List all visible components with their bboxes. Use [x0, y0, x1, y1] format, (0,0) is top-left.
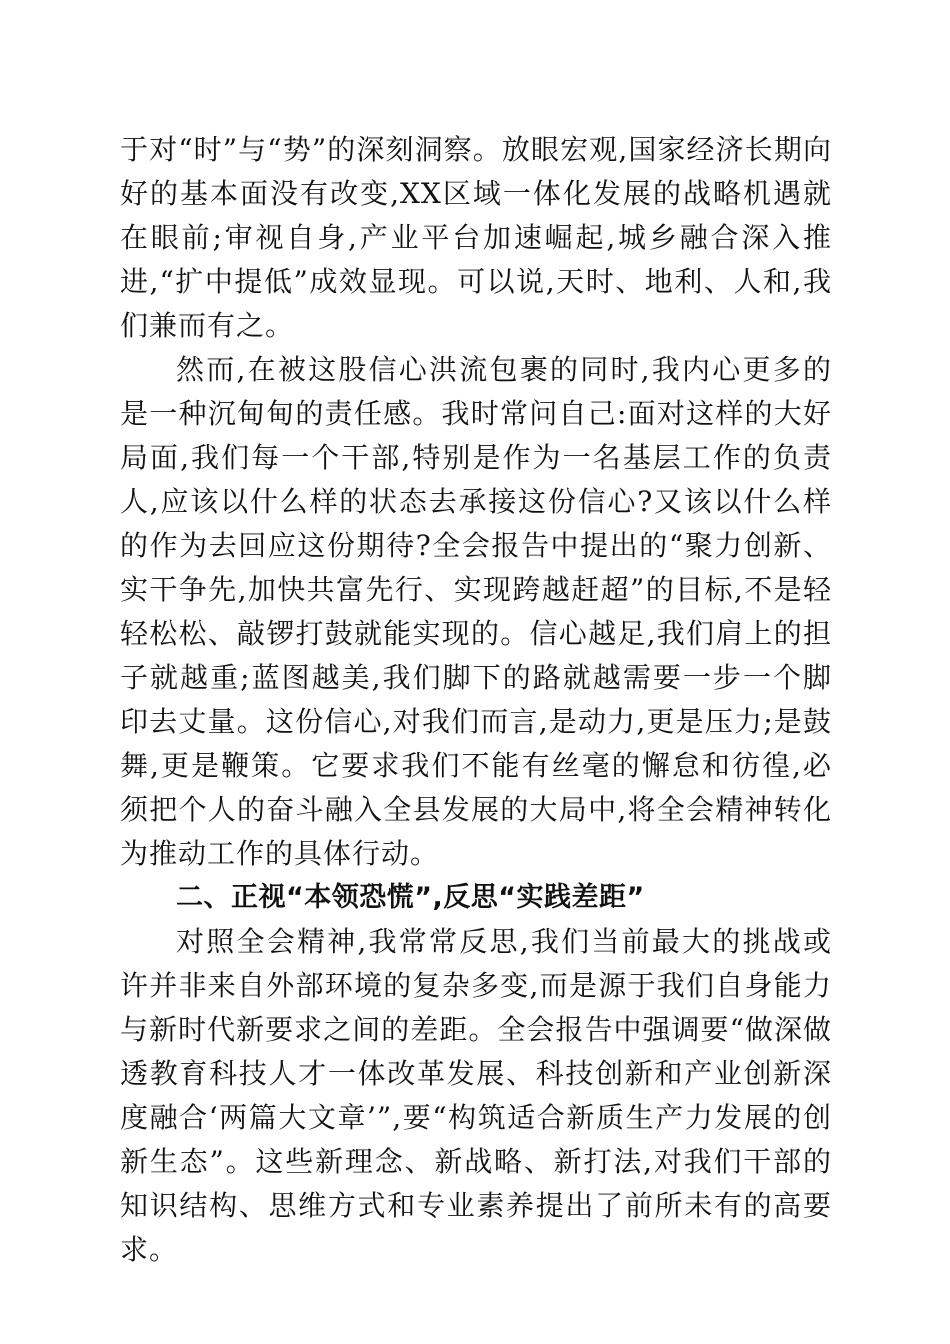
paragraph-continuation: 于对“时”与“势”的深刻洞察。放眼宏观,国家经济长期向好的基本面没有改变,XX区域一体化发展的战略机遇就在眼前;审视自身,产业平台加速崛起,城乡融合深入推进,“扩中提低”成效显现。可以说,天时、地利、人和,我们兼而有之。 [120, 133, 832, 342]
paragraph-reflection: 对照全会精神,我常常反思,我们当前最大的挑战或许并非来自外部环境的复杂多变,而是源于我们自身能力与新时代新要求之间的差距。全会报告中强调要“做深做透教育科技人才一体改革发展、科技创新和产业创新深度融合‘两篇大文章’”,要“构筑适合新质生产力发展的创新生态”。这些新理念、新战略、新打法,对我们干部的知识结构、思维方式和专业素养提出了前所未有的高要求。 [120, 925, 832, 1266]
section-heading-2: 二、正视“本领恐慌”,反思“实践差距” [176, 882, 645, 913]
paragraph-responsibility: 然而,在被这股信心洪流包裹的同时,我内心更多的是一种沉甸甸的责任感。我时常问自己:面对这样的大好局面,我们每一个干部,特别是作为一名基层工作的负责人,应该以什么样的状态去承接这份信心?又该以什么样的作为去回应这份期待?全会报告中提出的“聚力创新、实干争先,加快共富先行、实现跨越赶超”的目标,不是轻轻松松、敲锣打鼓就能实现的。信心越足,我们肩上的担子就越重;蓝图越美,我们脚下的路就越需要一步一个脚印去丈量。这份信心,对我们而言,是动力,更是压力;是鼓舞,更是鞭策。它要求我们不能有丝毫的懈怠和彷徨,必须把个人的奋斗融入全县发展的大局中,将全会精神转化为推动工作的具体行动。 [120, 353, 832, 870]
document-body [120, 128, 832, 1272]
